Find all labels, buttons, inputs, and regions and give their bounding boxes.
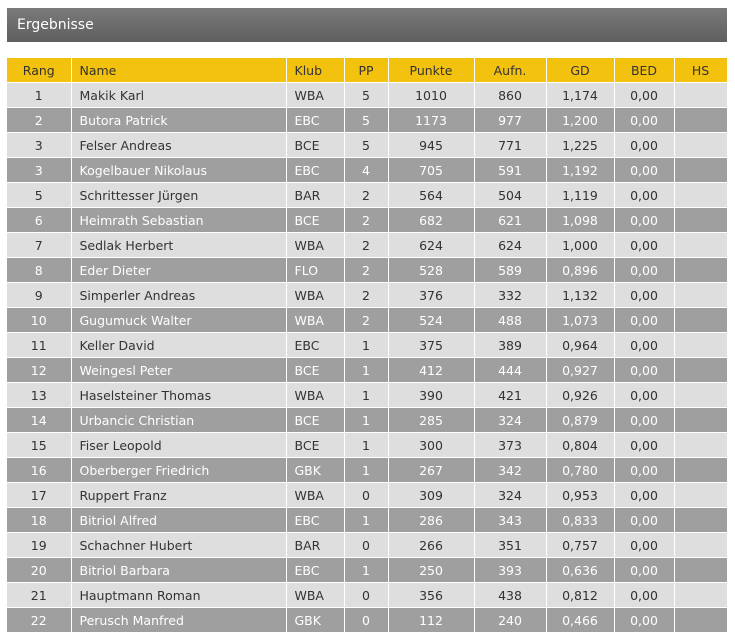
cell-aufn: 771 (474, 133, 546, 158)
cell-klub: WBA (286, 583, 344, 608)
cell-bed: 0,00 (614, 583, 674, 608)
cell-aufn: 324 (474, 408, 546, 433)
cell-name: Weingesl Peter (71, 358, 286, 383)
cell-name: Schrittesser Jürgen (71, 183, 286, 208)
cell-pp: 5 (344, 83, 388, 108)
cell-bed: 0,00 (614, 558, 674, 583)
cell-punkte: 945 (388, 133, 474, 158)
cell-pp: 1 (344, 508, 388, 533)
cell-gd: 0,757 (546, 533, 614, 558)
panel-header (7, 8, 727, 42)
cell-rang: 11 (7, 333, 71, 358)
col-header-rang[interactable]: Rang (7, 58, 71, 83)
cell-pp: 2 (344, 308, 388, 333)
cell-punkte: 285 (388, 408, 474, 433)
cell-gd: 1,119 (546, 183, 614, 208)
cell-bed: 0,00 (614, 383, 674, 408)
cell-gd: 0,927 (546, 358, 614, 383)
cell-rang: 14 (7, 408, 71, 433)
cell-punkte: 564 (388, 183, 474, 208)
table-row (7, 583, 727, 608)
cell-bed: 0,00 (614, 433, 674, 458)
cell-gd: 1,200 (546, 108, 614, 133)
cell-bed: 0,00 (614, 283, 674, 308)
cell-hs (674, 508, 727, 533)
cell-punkte: 356 (388, 583, 474, 608)
cell-name: Makik Karl (71, 83, 286, 108)
cell-klub: BCE (286, 358, 344, 383)
cell-gd: 0,964 (546, 333, 614, 358)
cell-klub: WBA (286, 483, 344, 508)
cell-hs (674, 308, 727, 333)
cell-gd: 0,833 (546, 508, 614, 533)
table-row (7, 458, 727, 483)
table-row (7, 83, 727, 108)
cell-hs (674, 558, 727, 583)
cell-aufn: 324 (474, 483, 546, 508)
cell-bed: 0,00 (614, 208, 674, 233)
cell-name: Keller David (71, 333, 286, 358)
cell-bed: 0,00 (614, 308, 674, 333)
cell-punkte: 1173 (388, 108, 474, 133)
cell-bed: 0,00 (614, 533, 674, 558)
cell-aufn: 389 (474, 333, 546, 358)
cell-rang: 17 (7, 483, 71, 508)
cell-klub: GBK (286, 608, 344, 632)
cell-hs (674, 358, 727, 383)
cell-gd: 0,926 (546, 383, 614, 408)
table-row (7, 508, 727, 533)
cell-gd: 1,073 (546, 308, 614, 333)
cell-name: Bitriol Barbara (71, 558, 286, 583)
cell-pp: 2 (344, 183, 388, 208)
cell-bed: 0,00 (614, 133, 674, 158)
cell-rang: 16 (7, 458, 71, 483)
cell-aufn: 624 (474, 233, 546, 258)
cell-hs (674, 83, 727, 108)
cell-name: Felser Andreas (71, 133, 286, 158)
cell-pp: 1 (344, 458, 388, 483)
cell-aufn: 438 (474, 583, 546, 608)
cell-hs (674, 433, 727, 458)
cell-gd: 1,192 (546, 158, 614, 183)
cell-klub: BCE (286, 433, 344, 458)
table-row (7, 533, 727, 558)
cell-rang: 3 (7, 158, 71, 183)
cell-pp: 0 (344, 608, 388, 632)
cell-bed: 0,00 (614, 483, 674, 508)
cell-bed: 0,00 (614, 508, 674, 533)
panel-title: Ergebnisse (17, 17, 94, 33)
cell-gd: 1,174 (546, 83, 614, 108)
table-row (7, 158, 727, 183)
cell-gd: 1,225 (546, 133, 614, 158)
cell-punkte: 390 (388, 383, 474, 408)
cell-rang: 20 (7, 558, 71, 583)
table-row (7, 433, 727, 458)
cell-bed: 0,00 (614, 258, 674, 283)
cell-aufn: 977 (474, 108, 546, 133)
cell-klub: BCE (286, 208, 344, 233)
cell-punkte: 528 (388, 258, 474, 283)
cell-punkte: 705 (388, 158, 474, 183)
cell-name: Kogelbauer Nikolaus (71, 158, 286, 183)
table-header-row (7, 58, 727, 83)
cell-hs (674, 583, 727, 608)
cell-aufn: 504 (474, 183, 546, 208)
table-row (7, 108, 727, 133)
cell-aufn: 373 (474, 433, 546, 458)
cell-pp: 1 (344, 433, 388, 458)
cell-gd: 0,466 (546, 608, 614, 632)
cell-gd: 0,896 (546, 258, 614, 283)
cell-hs (674, 283, 727, 308)
cell-klub: WBA (286, 83, 344, 108)
cell-rang: 6 (7, 208, 71, 233)
cell-rang: 1 (7, 83, 71, 108)
cell-rang: 22 (7, 608, 71, 632)
cell-rang: 7 (7, 233, 71, 258)
cell-rang: 13 (7, 383, 71, 408)
cell-bed: 0,00 (614, 233, 674, 258)
cell-aufn: 421 (474, 383, 546, 408)
cell-aufn: 351 (474, 533, 546, 558)
cell-rang: 9 (7, 283, 71, 308)
cell-hs (674, 258, 727, 283)
table-row (7, 183, 727, 208)
cell-name: Fiser Leopold (71, 433, 286, 458)
cell-pp: 5 (344, 108, 388, 133)
table-row (7, 283, 727, 308)
cell-punkte: 624 (388, 233, 474, 258)
table-row (7, 383, 727, 408)
cell-klub: FLO (286, 258, 344, 283)
cell-bed: 0,00 (614, 108, 674, 133)
cell-klub: BCE (286, 133, 344, 158)
cell-gd: 0,953 (546, 483, 614, 508)
cell-klub: EBC (286, 508, 344, 533)
cell-klub: WBA (286, 383, 344, 408)
cell-klub: BAR (286, 183, 344, 208)
cell-punkte: 300 (388, 433, 474, 458)
table-row (7, 133, 727, 158)
cell-punkte: 250 (388, 558, 474, 583)
col-header-gd[interactable]: GD (546, 58, 614, 83)
cell-bed: 0,00 (614, 333, 674, 358)
cell-klub: WBA (286, 308, 344, 333)
cell-punkte: 112 (388, 608, 474, 632)
cell-hs (674, 333, 727, 358)
col-header-aufn[interactable]: Aufn. (474, 58, 546, 83)
cell-bed: 0,00 (614, 608, 674, 632)
cell-punkte: 309 (388, 483, 474, 508)
cell-bed: 0,00 (614, 358, 674, 383)
results-table (7, 58, 728, 632)
cell-name: Schachner Hubert (71, 533, 286, 558)
cell-rang: 2 (7, 108, 71, 133)
table-row (7, 233, 727, 258)
cell-aufn: 488 (474, 308, 546, 333)
cell-punkte: 286 (388, 508, 474, 533)
cell-bed: 0,00 (614, 183, 674, 208)
cell-gd: 1,000 (546, 233, 614, 258)
cell-punkte: 1010 (388, 83, 474, 108)
results-body (7, 83, 727, 632)
cell-name: Sedlak Herbert (71, 233, 286, 258)
cell-pp: 1 (344, 558, 388, 583)
cell-hs (674, 383, 727, 408)
cell-bed: 0,00 (614, 158, 674, 183)
cell-name: Butora Patrick (71, 108, 286, 133)
cell-hs (674, 533, 727, 558)
cell-aufn: 343 (474, 508, 546, 533)
cell-klub: EBC (286, 558, 344, 583)
cell-name: Ruppert Franz (71, 483, 286, 508)
cell-rang: 19 (7, 533, 71, 558)
cell-hs (674, 483, 727, 508)
cell-punkte: 267 (388, 458, 474, 483)
col-header-bed[interactable]: BED (614, 58, 674, 83)
cell-hs (674, 233, 727, 258)
cell-aufn: 342 (474, 458, 546, 483)
cell-klub: EBC (286, 158, 344, 183)
cell-aufn: 589 (474, 258, 546, 283)
cell-klub: WBA (286, 283, 344, 308)
cell-punkte: 412 (388, 358, 474, 383)
cell-klub: BAR (286, 533, 344, 558)
cell-hs (674, 208, 727, 233)
cell-rang: 10 (7, 308, 71, 333)
cell-aufn: 591 (474, 158, 546, 183)
cell-name: Hauptmann Roman (71, 583, 286, 608)
cell-pp: 0 (344, 583, 388, 608)
cell-rang: 3 (7, 133, 71, 158)
cell-punkte: 266 (388, 533, 474, 558)
cell-rang: 18 (7, 508, 71, 533)
col-header-klub[interactable]: Klub (286, 58, 344, 83)
cell-aufn: 393 (474, 558, 546, 583)
cell-pp: 5 (344, 133, 388, 158)
cell-pp: 1 (344, 408, 388, 433)
cell-name: Perusch Manfred (71, 608, 286, 632)
col-header-name[interactable]: Name (71, 58, 286, 83)
col-header-hs[interactable]: HS (674, 58, 727, 83)
table-row (7, 358, 727, 383)
cell-name: Urbancic Christian (71, 408, 286, 433)
cell-aufn: 621 (474, 208, 546, 233)
table-row (7, 483, 727, 508)
cell-punkte: 524 (388, 308, 474, 333)
cell-punkte: 375 (388, 333, 474, 358)
cell-klub: EBC (286, 333, 344, 358)
cell-hs (674, 408, 727, 433)
cell-rang: 21 (7, 583, 71, 608)
cell-hs (674, 158, 727, 183)
table-row (7, 333, 727, 358)
cell-name: Eder Dieter (71, 258, 286, 283)
cell-name: Bitriol Alfred (71, 508, 286, 533)
table-row (7, 408, 727, 433)
cell-pp: 0 (344, 483, 388, 508)
cell-pp: 2 (344, 233, 388, 258)
cell-klub: WBA (286, 233, 344, 258)
cell-aufn: 240 (474, 608, 546, 632)
cell-name: Heimrath Sebastian (71, 208, 286, 233)
cell-name: Oberberger Friedrich (71, 458, 286, 483)
cell-pp: 2 (344, 258, 388, 283)
cell-pp: 1 (344, 383, 388, 408)
cell-bed: 0,00 (614, 408, 674, 433)
cell-gd: 1,132 (546, 283, 614, 308)
cell-klub: BCE (286, 408, 344, 433)
cell-rang: 12 (7, 358, 71, 383)
cell-gd: 0,879 (546, 408, 614, 433)
cell-punkte: 682 (388, 208, 474, 233)
cell-klub: GBK (286, 458, 344, 483)
cell-hs (674, 458, 727, 483)
cell-hs (674, 133, 727, 158)
cell-pp: 4 (344, 158, 388, 183)
table-row (7, 258, 727, 283)
cell-aufn: 860 (474, 83, 546, 108)
cell-gd: 0,636 (546, 558, 614, 583)
cell-rang: 15 (7, 433, 71, 458)
cell-name: Gugumuck Walter (71, 308, 286, 333)
cell-pp: 2 (344, 208, 388, 233)
cell-gd: 0,812 (546, 583, 614, 608)
cell-rang: 8 (7, 258, 71, 283)
col-header-pp[interactable]: PP (344, 58, 388, 83)
cell-gd: 0,780 (546, 458, 614, 483)
cell-bed: 0,00 (614, 83, 674, 108)
cell-bed: 0,00 (614, 458, 674, 483)
cell-punkte: 376 (388, 283, 474, 308)
cell-pp: 1 (344, 358, 388, 383)
cell-aufn: 444 (474, 358, 546, 383)
cell-pp: 2 (344, 283, 388, 308)
cell-klub: EBC (286, 108, 344, 133)
table-row (7, 558, 727, 583)
cell-gd: 1,098 (546, 208, 614, 233)
col-header-punkte[interactable]: Punkte (388, 58, 474, 83)
table-row (7, 208, 727, 233)
cell-rang: 5 (7, 183, 71, 208)
cell-hs (674, 108, 727, 133)
cell-aufn: 332 (474, 283, 546, 308)
cell-name: Simperler Andreas (71, 283, 286, 308)
cell-pp: 1 (344, 333, 388, 358)
cell-name: Haselsteiner Thomas (71, 383, 286, 408)
cell-hs (674, 183, 727, 208)
cell-pp: 0 (344, 533, 388, 558)
table-row (7, 308, 727, 333)
cell-gd: 0,804 (546, 433, 614, 458)
